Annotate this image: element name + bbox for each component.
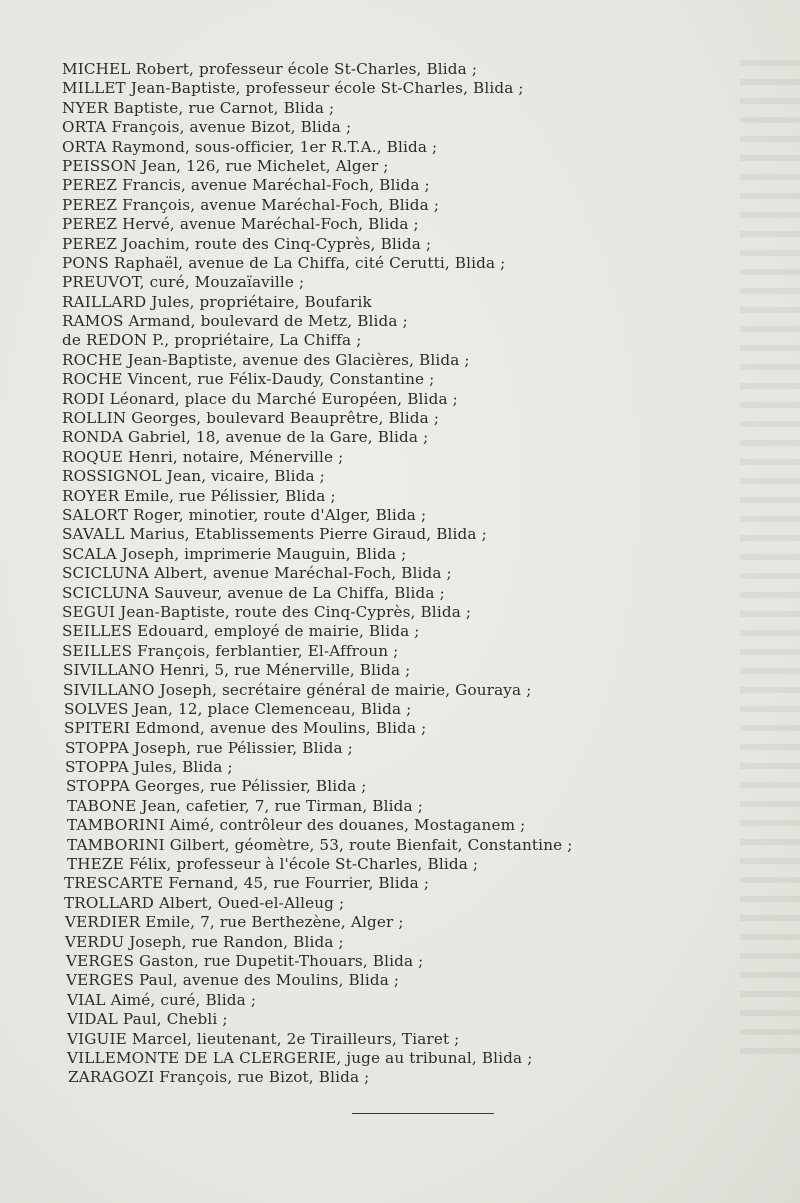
list-item: STOPPA Georges, rue Pélissier, Blida ; bbox=[66, 777, 367, 796]
list-item: SEILLES Edouard, employé de mairie, Blida ; bbox=[62, 622, 420, 641]
list-item: STOPPA Joseph, rue Pélissier, Blida ; bbox=[65, 738, 353, 757]
list-item: PEREZ François, avenue Maréchal-Foch, Blida ; bbox=[62, 195, 440, 214]
list-item: VERDIER Emile, 7, rue Berthezène, Alger ; bbox=[65, 913, 404, 932]
list-item: VERDU Joseph, rue Randon, Blida ; bbox=[65, 932, 344, 951]
list-item: VERGES Gaston, rue Dupetit-Thouars, Blida ; bbox=[66, 951, 424, 970]
list-item: NYER Baptiste, rue Carnot, Blida ; bbox=[62, 98, 335, 117]
list-item: SCICLUNA Albert, avenue Maréchal-Foch, Blida ; bbox=[62, 564, 452, 583]
list-item: TAMBORINI Aimé, contrôleur des douanes, Mostaganem ; bbox=[67, 816, 526, 835]
list-item: ZARAGOZI François, rue Bizot, Blida ; bbox=[68, 1068, 370, 1087]
list-item: TROLLARD Albert, Oued-el-Alleug ; bbox=[64, 893, 345, 912]
list-item: SIVILLANO Henri, 5, rue Ménerville, Blida ; bbox=[63, 661, 411, 680]
list-item: TAMBORINI Gilbert, géomètre, 53, route Bienfait, Constantine ; bbox=[67, 835, 573, 854]
list-item: VILLEMONTE DE LA CLERGERIE, juge au tribunal, Blida ; bbox=[67, 1048, 533, 1067]
list-item: SCALA Joseph, imprimerie Mauguin, Blida ; bbox=[62, 544, 407, 563]
list-item: SEILLES François, ferblantier, El-Affroun ; bbox=[62, 641, 399, 660]
list-item: THEZE Félix, professeur à l'école St-Charles, Blida ; bbox=[67, 855, 479, 874]
list-item: ROCHE Vincent, rue Félix-Daudy, Constantine ; bbox=[62, 370, 435, 389]
list-item: ROSSIGNOL Jean, vicaire, Blida ; bbox=[62, 467, 325, 486]
list-item: RODI Léonard, place du Marché Européen, Blida ; bbox=[62, 389, 458, 408]
list-item: ROQUE Henri, notaire, Ménerville ; bbox=[62, 447, 344, 466]
list-item: VIAL Aimé, curé, Blida ; bbox=[67, 990, 257, 1009]
list-item: MILLET Jean-Baptiste, professeur école St-Charles, Blida ; bbox=[62, 79, 524, 98]
list-item: VERGES Paul, avenue des Moulins, Blida ; bbox=[66, 971, 400, 990]
list-item: ORTA François, avenue Bizot, Blida ; bbox=[62, 118, 352, 137]
list-item: ROYER Emile, rue Pélissier, Blida ; bbox=[62, 486, 336, 505]
list-item: SAVALL Marius, Etablissements Pierre Giraud, Blida ; bbox=[62, 525, 487, 544]
name-list bbox=[62, 60, 782, 1088]
list-item: PEREZ Joachim, route des Cinq-Cyprès, Blida ; bbox=[62, 234, 432, 253]
closing-rule bbox=[352, 1113, 494, 1114]
list-item: VIDAL Paul, Chebli ; bbox=[67, 1010, 228, 1029]
list-item: SOLVES Jean, 12, place Clemenceau, Blida ; bbox=[64, 699, 412, 718]
list-item: ROLLIN Georges, boulevard Beauprêtre, Blida ; bbox=[62, 409, 440, 428]
list-item: PEISSON Jean, 126, rue Michelet, Alger ; bbox=[62, 156, 389, 175]
list-item: STOPPA Jules, Blida ; bbox=[65, 758, 233, 777]
list-item: TABONE Jean, cafetier, 7, rue Tirman, Blida ; bbox=[67, 796, 423, 815]
list-item: VIGUIE Marcel, lieutenant, 2e Tirailleurs, Tiaret ; bbox=[67, 1029, 460, 1048]
list-item: de REDON P., propriétaire, La Chiffa ; bbox=[62, 331, 362, 350]
list-item: ROCHE Jean-Baptiste, avenue des Glacières, Blida ; bbox=[62, 350, 470, 369]
list-item: PONS Raphaël, avenue de La Chiffa, cité Cerutti, Blida ; bbox=[62, 253, 506, 272]
list-item: SALORT Roger, minotier, route d'Alger, Blida ; bbox=[62, 505, 427, 524]
list-item: RAMOS Armand, boulevard de Metz, Blida ; bbox=[62, 312, 408, 331]
list-item: PEREZ Hervé, avenue Maréchal-Foch, Blida ; bbox=[62, 215, 419, 234]
list-item: TRESCARTE Fernand, 45, rue Fourrier, Blida ; bbox=[64, 874, 430, 893]
list-item: PREUVOT, curé, Mouzaïaville ; bbox=[62, 273, 305, 292]
list-item: SIVILLANO Joseph, secrétaire général de mairie, Gouraya ; bbox=[63, 680, 532, 699]
list-item: SEGUI Jean-Baptiste, route des Cinq-Cyprès, Blida ; bbox=[62, 602, 472, 621]
list-item: RAILLARD Jules, propriétaire, Boufarik bbox=[62, 292, 372, 311]
list-item: ORTA Raymond, sous-officier, 1er R.T.A., Blida ; bbox=[62, 137, 438, 156]
list-item: MICHEL Robert, professeur école St-Charles, Blida ; bbox=[62, 60, 478, 78]
list-item: PEREZ Francis, avenue Maréchal-Foch, Blida ; bbox=[62, 176, 430, 195]
list-item: RONDA Gabriel, 18, avenue de la Gare, Blida ; bbox=[62, 428, 429, 447]
list-item: SCICLUNA Sauveur, avenue de La Chiffa, Blida ; bbox=[62, 583, 445, 602]
list-item: SPITERI Edmond, avenue des Moulins, Blida ; bbox=[64, 719, 427, 738]
